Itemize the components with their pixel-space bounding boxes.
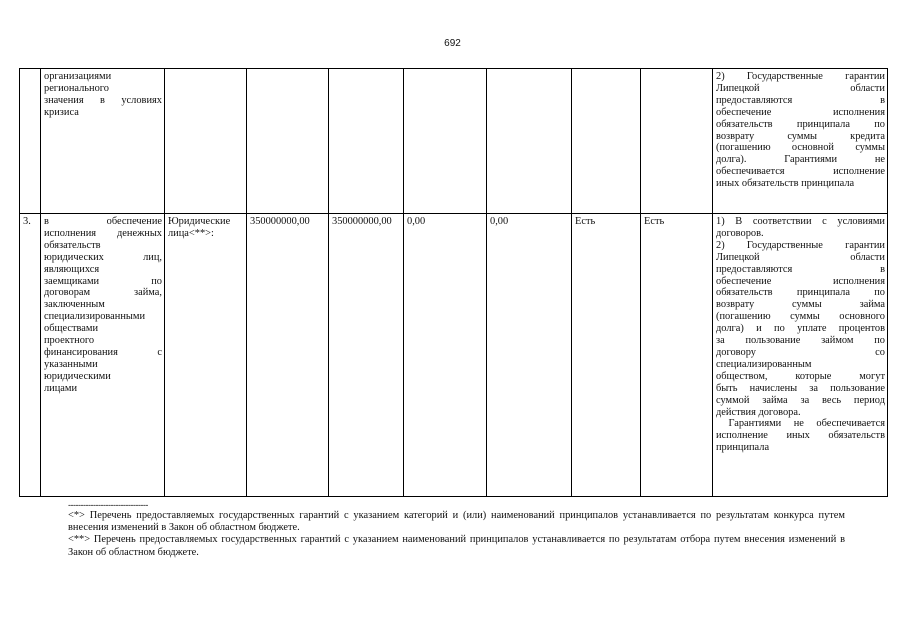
text-line: договоров. [716, 227, 764, 239]
cell-amount [404, 69, 487, 214]
table-row [20, 69, 888, 214]
cell-category [165, 214, 247, 497]
cell-conditions [713, 214, 888, 497]
cell-amount [487, 69, 572, 214]
text-line: обязательств принципала по [716, 118, 885, 130]
text-line: юридических лиц, [44, 251, 162, 263]
cell-principal-purpose [41, 69, 165, 214]
cell-amount: 350000000,00 [329, 214, 404, 497]
cell-amount: 0,00 [487, 214, 572, 497]
text-line: 2) Государственные гарантии [716, 71, 885, 82]
text-line: кризиса [44, 106, 79, 118]
text-line: обязательств [44, 239, 101, 251]
text-line: регионального [44, 82, 109, 94]
cell-amount [247, 69, 329, 214]
cell-amount [329, 69, 404, 214]
text-line: возврату суммы кредита [716, 130, 885, 142]
text-line: (погашению суммы основного [716, 311, 885, 323]
cell-principal-purpose [41, 214, 165, 497]
text-line: являющихся [44, 263, 100, 275]
cell-security: Есть [641, 214, 713, 497]
text-line: заключенным [44, 299, 105, 311]
text-line: договорам займа, [44, 287, 162, 299]
text-line: Липецкой области [716, 251, 885, 263]
footnote-1: <*> Перечень предоставляемых государственных гарантий с указанием категорий и (или) наименований принципалов устанавливается по результатам конкурса путем внесения изменений в Закон об областном бюджете. [68, 510, 845, 534]
cell-recourse [572, 69, 641, 214]
text-line: быть начислены за пользование [716, 382, 885, 394]
page-number: 692 [444, 38, 461, 49]
text-line: 1) В соответствии с условиями [716, 216, 885, 227]
text-line: иных обязательств принципала [716, 178, 855, 190]
text-line: обеспечение исполнения [716, 106, 885, 118]
text-line: значения в условиях [44, 94, 162, 106]
cell-conditions [713, 69, 888, 214]
text-line: (погашению основной суммы [716, 142, 885, 154]
text-line: организациями [44, 71, 112, 82]
cell-amount: 0,00 [404, 214, 487, 497]
cell-amount: 350000000,00 [247, 214, 329, 497]
text-line: финансирования с [44, 346, 162, 358]
text-line: обеспечивается исполнение [716, 166, 885, 178]
cell-number: 3. [20, 214, 41, 497]
text-line: за пользование займом по [716, 335, 885, 347]
text-line: юридическими [44, 370, 111, 382]
text-line: Юридические [168, 216, 231, 227]
text-line: возврату суммы займа [716, 299, 885, 311]
text-line: заемщиками по [44, 275, 162, 287]
text-line: в обеспечение [44, 216, 162, 227]
text-line: предоставляются в [716, 94, 885, 106]
text-line: указанными [44, 358, 98, 370]
text-line: специализированными [44, 311, 146, 323]
cell-number [20, 69, 41, 214]
footnotes [68, 500, 845, 559]
text-line: исполнения денежных [44, 227, 162, 239]
text-line: обществом, которые могут [716, 370, 885, 382]
cell-security [641, 69, 713, 214]
text-line: обеспечение исполнения [716, 275, 885, 287]
cell-category [165, 69, 247, 214]
text-line: обществами [44, 323, 99, 335]
text-line: проектного [44, 335, 95, 347]
text-line: принципала [716, 442, 770, 454]
text-line: лицами [44, 382, 78, 394]
table-row [20, 214, 888, 497]
text-line: специализированным [716, 358, 812, 370]
text-line: действия договора. [716, 406, 801, 418]
text-line: лица<**>: [168, 227, 214, 239]
text-line: Гарантиями не обеспечивается [716, 418, 885, 430]
text-line: долга) и по уплате процентов [716, 323, 885, 335]
text-line: договору со [716, 346, 885, 358]
guarantees-table [19, 68, 888, 497]
footnote-2: <**> Перечень предоставляемых государственных гарантий с указанием наименований принципалов устанавливается по результатам отбора путем внесения изменений в Закон об областном бюджете. [68, 534, 845, 558]
text-line: обязательств принципала по [716, 287, 885, 299]
text-line: суммой займа за весь период [716, 394, 885, 406]
text-line: предоставляются в [716, 263, 885, 275]
text-line: 2) Государственные гарантии [716, 239, 885, 251]
text-line: долга). Гарантиями не [716, 154, 885, 166]
cell-recourse: Есть [572, 214, 641, 497]
text-line: Липецкой области [716, 82, 885, 94]
text-line: исполнение иных обязательств [716, 430, 885, 442]
footnote-separator: -------------------------------- [68, 500, 148, 510]
